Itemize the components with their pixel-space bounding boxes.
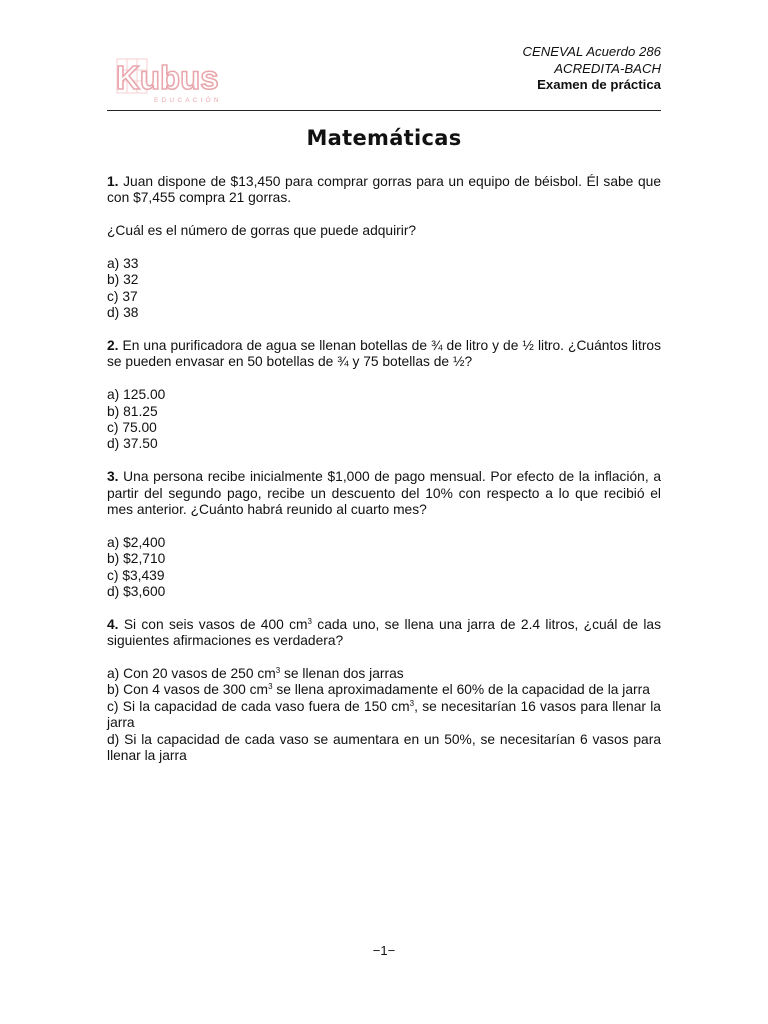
option-a: a) 33 — [107, 256, 139, 271]
question-1 — [107, 174, 661, 207]
question-text: Juan dispone de $13,450 para comprar gorras para un equipo de béisbol. Él sabe que con $7,455 compra 21 gorras. — [107, 174, 661, 206]
option-text-cont: , se necesitarían 16 vasos para llenar la jarra — [107, 698, 661, 731]
option-text-cont: se llenan dos jarras — [280, 666, 404, 682]
question-text-cont: cada uno, se llena una jarra de 2.4 litros, ¿cuál de las siguientes afirmaciones es verdadera? — [107, 616, 661, 649]
option-d: d) 37.50 — [107, 436, 158, 452]
exam-header — [522, 44, 661, 94]
option-d — [107, 732, 661, 765]
question-1-prompt: ¿Cuál es el número de gorras que puede adquirir? — [107, 223, 417, 239]
option-c: c) $3,439 — [107, 567, 165, 583]
option-b: b) $2,710 — [107, 551, 166, 567]
superscript: 3 — [275, 666, 281, 676]
page-number: −1− — [372, 943, 396, 958]
option-c: c) 75.00 — [107, 420, 157, 436]
option-c — [107, 699, 661, 732]
superscript: 3 — [409, 698, 415, 708]
question-text: Una persona recibe inicialmente $1,000 de pago mensual. Por efecto de la inflación, a partir del segundo pago, recibe un descuento del 10% con respecto a lo que recibió el mes anterior. ¿Cuánto habrá reunido al cuarto mes? — [107, 469, 661, 518]
question-number: 1. — [107, 174, 119, 189]
question-3 — [107, 469, 661, 518]
option-d: d) 38 — [107, 305, 139, 321]
superscript: 3 — [307, 616, 312, 626]
question-4-options — [107, 666, 661, 764]
option-d: d) $3,600 — [107, 584, 166, 600]
option-text: b) Con 4 vasos de 300 cm — [107, 682, 269, 698]
option-b: b) 32 — [107, 272, 139, 288]
question-4 — [107, 617, 661, 650]
logo-subtext: EDUCACIÓN — [154, 97, 222, 104]
option-a: a) 125.00 — [107, 387, 166, 403]
question-number: 3. — [107, 469, 119, 485]
page-title: Matemáticas — [306, 126, 462, 150]
kubus-logo — [114, 56, 238, 104]
option-text-cont: se llena aproximadamente el 60% de la capacidad de la jarra — [272, 682, 650, 698]
option-b: b) 81.25 — [107, 403, 158, 419]
option-text: d) Si la capacidad de cada vaso se aumentara en un 50%, se necesitarían 6 vasos para llenar la jarra — [107, 731, 661, 764]
logo-text: Kubus — [116, 59, 219, 96]
question-number: 4. — [107, 616, 119, 632]
question-2 — [107, 338, 661, 371]
option-c: c) 37 — [107, 288, 138, 304]
question-1-options — [107, 256, 661, 322]
option-b — [107, 682, 661, 698]
question-text: Si con seis vasos de 400 cm — [118, 616, 308, 632]
option-text: c) Si la capacidad de cada vaso fuera de 150 cm — [107, 698, 410, 714]
questions — [107, 174, 661, 781]
question-2-options — [107, 387, 661, 453]
option-text: a) Con 20 vasos de 250 cm — [107, 666, 276, 682]
question-text: En una purificadora de agua se llenan botellas de ¾ de litro y de ½ litro. ¿Cuántos litros se pueden envasar en 50 botellas de ¾ y 75 botellas de ½? — [107, 338, 661, 370]
header-divider — [107, 110, 661, 111]
header-line-3: Examen de práctica — [537, 77, 661, 92]
option-a — [107, 666, 661, 682]
header-line-1: CENEVAL Acuerdo 286 — [522, 44, 661, 59]
question-3-options — [107, 535, 661, 601]
question-number: 2. — [107, 338, 119, 354]
header-line-2: ACREDITA-BACH — [554, 60, 661, 76]
superscript: 3 — [268, 682, 273, 692]
option-a: a) $2,400 — [107, 534, 166, 550]
